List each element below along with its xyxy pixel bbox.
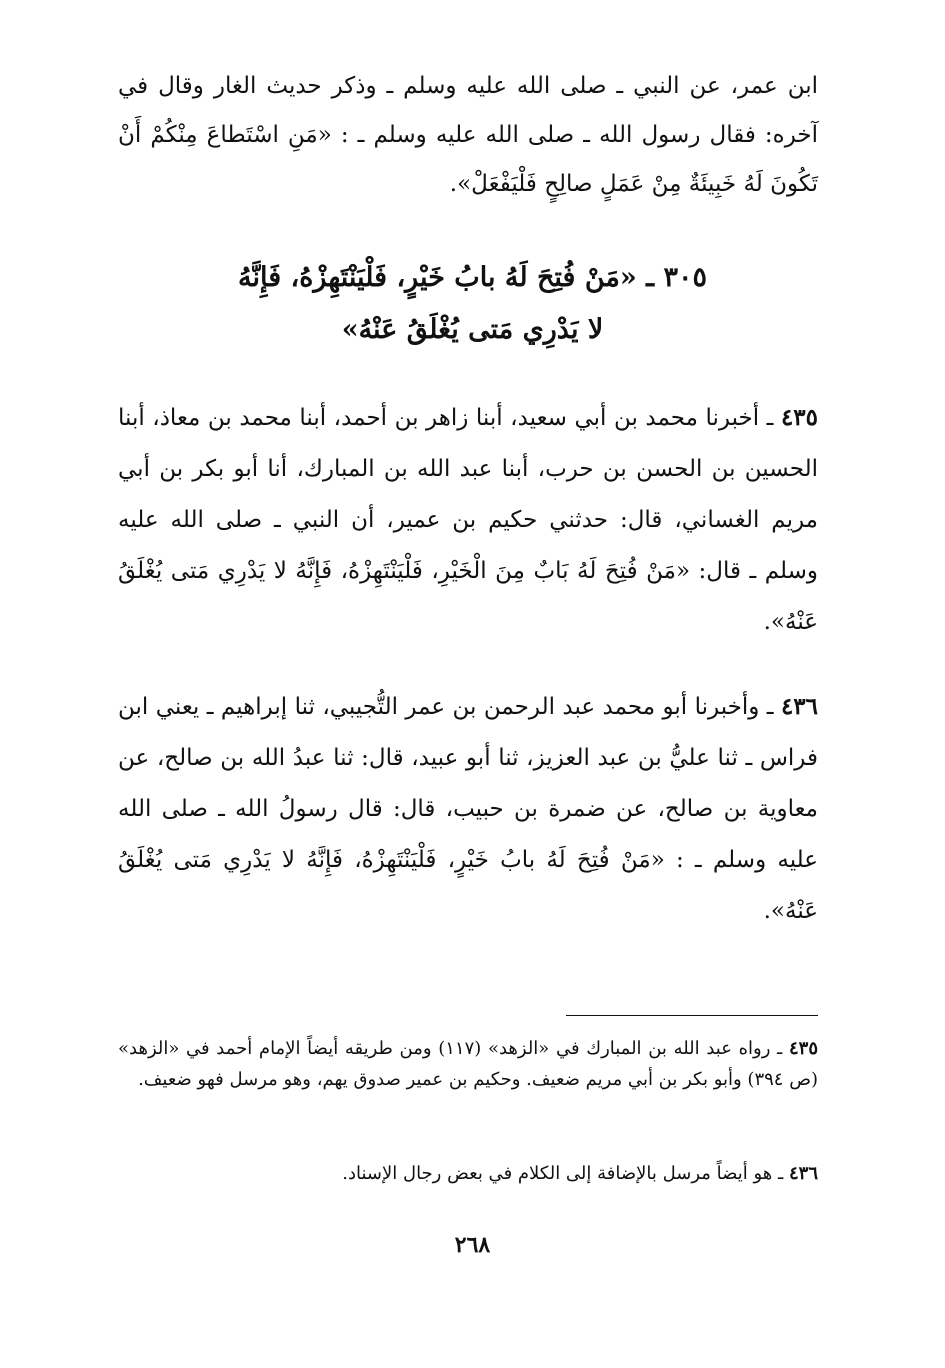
entry-text: ـ وأخبرنا أبو محمد عبد الرحمن بن عمر التُّجيبي، ثنا إبراهيم ـ يعني ابن فراس ـ ثنا عليُّ بن عبد العزيز، ثنا أبو عبيد، قال: ثنا عبدُ الله بن صالح، عن معاوية بن صالح، عن ضمرة بن حبيب، قال: قال رسولُ الله ـ صلى الله عليه وسلم ـ : «مَنْ فُتِحَ لَهُ بابُ خَيْرٍ، فَلْيَنْتَهِزْهُ، فَإِنَّهُ لا يَدْرِي مَتى يُغْلَقُ عَنْهُ». [118,694,818,924]
footnote-435 [118,1033,818,1095]
footnote-divider [566,1015,818,1016]
hadith-heading-line-1: ـ «مَنْ فُتِحَ لَهُ بابُ خَيْرٍ، فَلْيَنْتَهِزْهُ، فَإِنَّهُ [238,262,655,293]
intro-text: ابن عمر، عن النبي ـ صلى الله عليه وسلم ـ وذكر حديث الغار وقال في آخره: فقال رسول الله ـ صلى الله عليه وسلم ـ : «مَنِ اسْتَطاعَ مِنْكُمْ أَنْ تَكُونَ لَهُ خَبِيئَةٌ مِنْ عَمَلٍ صالِحٍ فَلْيَفْعَلْ». [118,73,818,197]
entry-number: ٤٣٦ [780,693,818,720]
page-number: ٢٦٨ [454,1232,491,1258]
entry-text: ـ أخبرنا محمد بن أبي سعيد، أبنا زاهر بن أحمد، أبنا محمد بن معاذ، أبنا الحسين بن الحسن بن حرب، أبنا عبد الله بن المبارك، أنا أبو بكر بن أبي مريم الغساني، قال: حدثني حكيم بن عمير، أن النبي ـ صلى الله عليه وسلم ـ قال: «مَنْ فُتِحَ لَهُ بَابٌ مِنَ الْخَيْرِ، فَلْيَنْتَهِزْهُ، فَإِنَّهُ لا يَدْرِي مَتى يُغْلَقُ عَنْهُ». [118,405,818,635]
footnote-text: ـ هو أيضاً مرسل بالإضافة إلى الكلام في بعض رجال الإسناد. [342,1163,789,1184]
footnote-436 [118,1158,818,1189]
entry-paragraph-435 [118,392,818,648]
hadith-heading [150,252,795,356]
footnote-text: ـ رواه عبد الله بن المبارك في «الزهد» (١١٧) ومن طريقه أيضاً الإمام أحمد في «الزهد» (ص ٣٩٤) وأبو بكر بن أبي مريم ضعيف. وحكيم بن عمير صدوق يهم، وهو مرسل فهو ضعيف. [118,1038,818,1090]
entry-paragraph-436 [118,681,818,937]
footnote-number: ٤٣٥ [788,1038,818,1059]
hadith-heading-line-2: لا يَدْرِي مَتى يُغْلَقُ عَنْهُ» [341,314,604,345]
footnote-number: ٤٣٦ [788,1163,818,1184]
entry-number: ٤٣٥ [780,404,818,431]
intro-paragraph [118,62,818,209]
hadith-heading-number: ٣٠٥ [663,262,707,293]
